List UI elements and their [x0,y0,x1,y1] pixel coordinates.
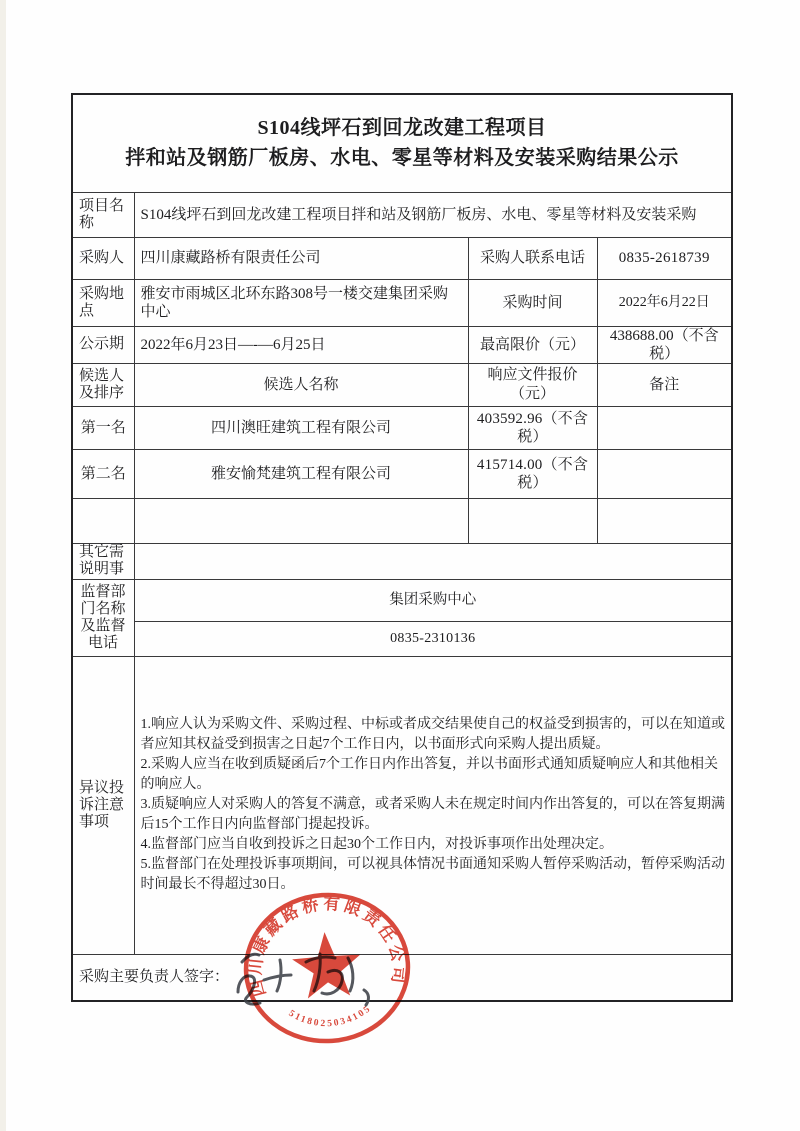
complaint-item-4: 4.监督部门应当自收到投诉之日起30个工作日内，对投诉事项作出处理决定。 [140,837,613,852]
document-title-line1: S104线坪石到回龙改建工程项目 [257,117,547,140]
location-label: 采购地点 [79,285,125,319]
svg-text:5118025034105 [286,1003,375,1032]
candidates-note-header-cell [597,363,732,406]
purchaser-row [72,237,732,279]
candidate-3-note-cell [597,498,732,543]
candidate-row-1 [72,406,732,449]
purchaser-phone-label: 采购人联系电话 [479,250,585,266]
purchaser-label-cell [72,237,134,279]
candidate-2-rank-cell [72,449,134,498]
complaint-item-3: 3.质疑响应人对采购人的答复不满意，或者采购人未在规定时间内作出答复的，可以在答复期满后15个工作日内向监督部门提起投诉。 [140,797,725,832]
location-label-cell [72,279,134,326]
complaint-item-5: 5.监督部门在处理投诉事项期间，可以视具体情况书面通知采购人暂停采购活动，暂停采购活动时间最长不得超过30日。 [140,857,725,892]
candidate-1-rank: 第一名 [80,419,126,436]
publicity-value-cell [134,326,468,363]
candidate-1-note-cell [597,406,732,449]
other-notes-value-cell [134,543,732,579]
publicity-label-cell [72,326,134,363]
max-price-value: 438688.00（不含税） [609,327,719,362]
max-price-value-cell [597,326,732,363]
supervision-label: 监督部门名称及监督电话 [80,583,126,651]
candidate-2-name: 雅安愉梵建筑工程有限公司 [210,465,391,482]
candidate-1-name: 四川澳旺建筑工程有限公司 [210,419,391,436]
candidates-quote-header-cell [468,363,597,406]
purchase-time-label-cell [468,279,597,326]
supervision-phone-value: 0835-2310136 [390,630,476,646]
supervision-dept-value: 集团采购中心 [389,592,477,608]
purchaser-phone-value: 0835-2618739 [618,250,710,266]
candidates-rank-header-cell [72,363,134,406]
location-row [72,279,732,326]
purchaser-label: 采购人 [79,249,125,266]
candidate-3-name-cell [134,498,468,543]
supervision-label-cell [72,579,134,656]
company-seal [225,866,429,1070]
other-notes-row [72,543,732,579]
project-name-label-cell [72,192,134,237]
candidate-2-name-cell [134,449,468,498]
candidates-name-header: 候选人名称 [263,376,339,393]
project-name-value: S104线坪石到回龙改建工程项目拌和站及钢筋厂板房、水电、零星等材料及安装采购 [140,206,697,223]
candidate-3-quote-cell [468,498,597,543]
purchaser-phone-label-cell [468,237,597,279]
publicity-period-row [72,326,732,363]
complaint-item-2: 2.采购人应当在收到质疑函后7个工作日内作出答复，并以书面形式通知质疑响应人和其他相关的响应人。 [140,757,718,792]
other-notes-label-cell [72,543,134,579]
seal-company-name: 四川康藏路桥有限责任公司 [245,893,409,999]
candidate-2-quote-cell [468,449,597,498]
candidates-quote-header: 响应文件报价（元） [487,366,578,402]
supervision-phone-cell [134,621,732,656]
complaint-content-cell [134,656,732,954]
location-value: 雅安市雨城区北环东路308号一楼交建集团采购中心 [140,285,449,320]
seal-serial-number: 5118025034105 [286,1003,374,1030]
candidate-1-quote: 403592.96（不含税） [476,410,589,445]
candidates-name-header-cell [134,363,468,406]
candidate-2-quote: 415714.00（不含税） [476,456,589,491]
publicity-label: 公示期 [79,336,125,352]
candidate-1-rank-cell [72,406,134,449]
scan-edge-artifact [0,0,6,1131]
candidate-2-rank: 第二名 [80,465,126,482]
max-price-label-cell [468,326,597,363]
candidate-row-2 [72,449,732,498]
purchase-time-value: 2022年6月22日 [618,294,710,310]
title-cell [72,94,732,192]
complaint-item-1: 1.响应人认为采购文件、采购过程、中标或者成交结果使自己的权益受到损害的，可以在知道或者应知其权益受到损害之日起7个工作日内，以书面形式向采购人提出质疑。 [140,717,725,752]
document-title-line2: 拌和站及钢筋厂板房、水电、零星等材料及安装采购结果公示 [125,147,679,170]
location-value-cell [134,279,468,326]
candidates-note-header: 备注 [649,376,680,393]
purchaser-value-cell [134,237,468,279]
candidate-3-rank-cell [72,498,134,543]
signature-label: 采购主要负责人签字： [79,969,230,986]
purchase-time-value-cell [597,279,732,326]
project-name-value-cell [134,192,732,237]
purchase-time-label: 采购时间 [502,294,563,311]
supervision-dept-cell [134,579,732,621]
complaint-label: 异议投诉注意事项 [79,779,125,830]
candidates-header-row [72,363,732,406]
max-price-label: 最高限价（元） [479,336,585,353]
purchaser-phone-value-cell [597,237,732,279]
seal-star-icon [290,930,363,1000]
candidate-1-name-cell [134,406,468,449]
supervision-phone-row [72,621,732,656]
publicity-value: 2022年6月23日—-—6月25日 [140,336,326,353]
candidate-2-note-cell [597,449,732,498]
candidate-1-quote-cell [468,406,597,449]
project-name-label: 项目名称 [79,197,125,231]
purchaser-value: 四川康藏路桥有限责任公司 [140,250,321,266]
candidate-row-empty [72,498,732,543]
complaint-label-cell [72,656,134,954]
other-notes-label: 其它需说明事 [79,544,125,577]
supervision-dept-row [72,579,732,621]
candidates-rank-header: 候选人及排序 [79,367,125,401]
title-row [72,94,732,192]
project-name-row [72,192,732,237]
